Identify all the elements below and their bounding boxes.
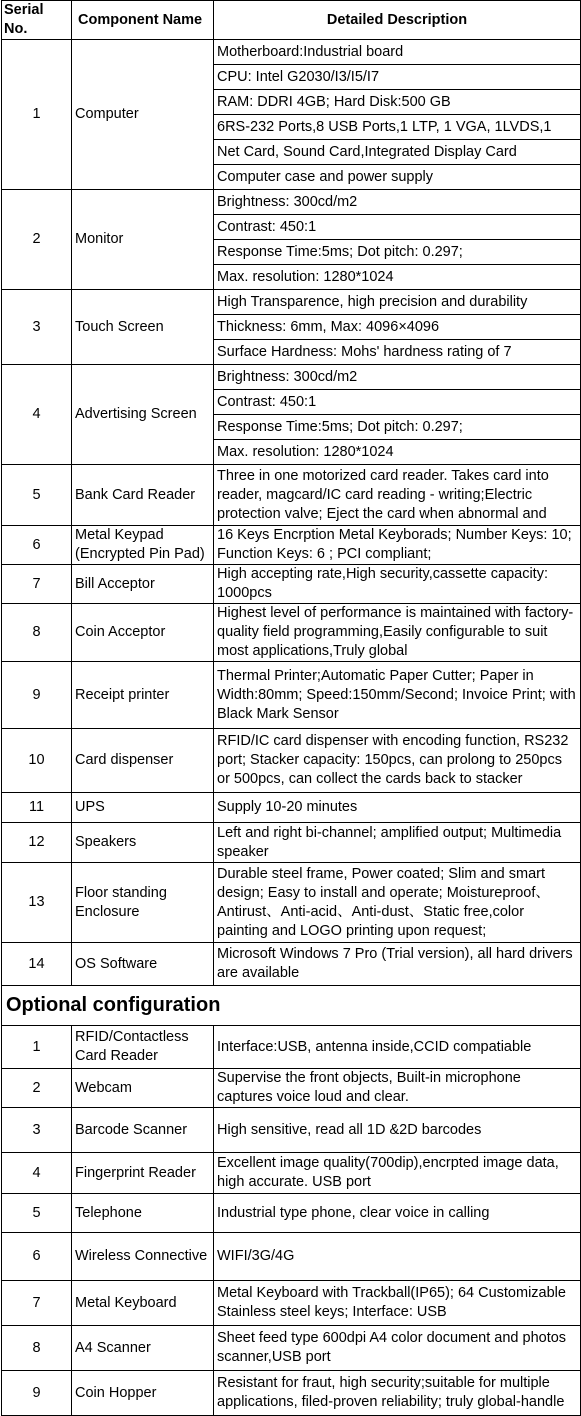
- detail-text: Net Card, Sound Card,Integrated Display Card: [214, 140, 581, 165]
- description-header: Detailed Description: [214, 1, 581, 40]
- serial-number: 11: [2, 793, 72, 823]
- component-row: [2, 604, 581, 662]
- component-name: Bill Acceptor: [72, 565, 214, 604]
- detail-text: Response Time:5ms; Dot pitch: 0.297;: [214, 240, 581, 265]
- detail-text: Left and right bi-channel; amplified output; Multimedia speaker: [214, 823, 581, 863]
- detail-text: Contrast: 450:1: [214, 390, 581, 415]
- detail-text: High Transparence, high precision and durability: [214, 290, 581, 315]
- component-name: Metal Keypad (Encrypted Pin Pad): [72, 526, 214, 565]
- serial-number: 2: [2, 190, 72, 290]
- optional-section-body: [2, 986, 581, 1026]
- serial-number: 4: [2, 1153, 72, 1194]
- component-name: Barcode Scanner: [72, 1108, 214, 1153]
- detail-text: Sheet feed type 600dpi A4 color document and photos scanner,USB port: [214, 1326, 581, 1371]
- standard-config-body: [2, 40, 581, 986]
- component-name: Touch Screen: [72, 290, 214, 365]
- component-row: [2, 823, 581, 863]
- detail-text: Industrial type phone, clear voice in calling: [214, 1194, 581, 1233]
- serial-number: 3: [2, 290, 72, 365]
- component-name: Speakers: [72, 823, 214, 863]
- detail-text: Thermal Printer;Automatic Paper Cutter; Paper in Width:80mm; Speed:150mm/Second; Invoice Print; with Black Mark Sensor: [214, 662, 581, 729]
- component-row: [2, 40, 581, 65]
- component-name: Fingerprint Reader: [72, 1153, 214, 1194]
- component-row: [2, 565, 581, 604]
- detail-text: Microsoft Windows 7 Pro (Trial version), all hard drivers are available: [214, 943, 581, 986]
- detail-text: High accepting rate,High security,cassette capacity: 1000pcs: [214, 565, 581, 604]
- component-name: Wireless Connective: [72, 1233, 214, 1281]
- detail-text: Durable steel frame, Power coated; Slim and smart design; Easy to install and operate; Moistureproof、Antirust、Anti-acid、Anti-dust、Static free,color painting and LOGO printing upon request;: [214, 863, 581, 943]
- serial-number: 4: [2, 365, 72, 465]
- serial-number: 1: [2, 1026, 72, 1069]
- component-row: [2, 465, 581, 526]
- detail-text: Excellent image quality(700dip),encrpted image data, high accurate. USB port: [214, 1153, 581, 1194]
- detail-text: Brightness: 300cd/m2: [214, 190, 581, 215]
- component-name: Telephone: [72, 1194, 214, 1233]
- component-row: [2, 365, 581, 390]
- detail-text: Contrast: 450:1: [214, 215, 581, 240]
- serial-number: 7: [2, 565, 72, 604]
- detail-text: CPU: Intel G2030/I3/I5/I7: [214, 65, 581, 90]
- detail-text: Computer case and power supply: [214, 165, 581, 190]
- component-name: Webcam: [72, 1069, 214, 1108]
- component-name: Advertising Screen: [72, 365, 214, 465]
- detail-text: Highest level of performance is maintained with factory-quality field programming,Easily configurable to suit most applications,Truly global: [214, 604, 581, 662]
- serial-number: 14: [2, 943, 72, 986]
- detail-text: Max. resolution: 1280*1024: [214, 440, 581, 465]
- component-name: Card dispenser: [72, 729, 214, 793]
- detail-text: 6RS-232 Ports,8 USB Ports,1 LTP, 1 VGA, 1LVDS,1: [214, 115, 581, 140]
- optional-config-body: [2, 1026, 581, 1416]
- detail-text: Surface Hardness: Mohs' hardness rating of 7: [214, 340, 581, 365]
- component-row: [2, 793, 581, 823]
- optional-component-row: [2, 1194, 581, 1233]
- detail-text: Thickness: 6mm, Max: 4096×4096: [214, 315, 581, 340]
- optional-component-row: [2, 1153, 581, 1194]
- detail-text: Response Time:5ms; Dot pitch: 0.297;: [214, 415, 581, 440]
- detail-text: High sensitive, read all 1D &2D barcodes: [214, 1108, 581, 1153]
- detail-text: Supervise the front objects, Built-in microphone captures voice loud and clear.: [214, 1069, 581, 1108]
- optional-component-row: [2, 1233, 581, 1281]
- component-name: OS Software: [72, 943, 214, 986]
- serial-number: 10: [2, 729, 72, 793]
- detail-text: Metal Keyboard with Trackball(IP65); 64 Customizable Stainless steel keys; Interface: USB: [214, 1281, 581, 1326]
- detail-text: Max. resolution: 1280*1024: [214, 265, 581, 290]
- component-row: [2, 190, 581, 215]
- component-name: Metal Keyboard: [72, 1281, 214, 1326]
- optional-component-row: [2, 1371, 581, 1416]
- component-name: Monitor: [72, 190, 214, 290]
- detail-text: 16 Keys Encrption Metal Keyborads; Number Keys: 10; Function Keys: 6 ; PCI compliant;: [214, 526, 581, 565]
- serial-number: 3: [2, 1108, 72, 1153]
- serial-number: 8: [2, 604, 72, 662]
- detail-text: Interface:USB, antenna inside,CCID compatiable: [214, 1026, 581, 1069]
- serial-number: 6: [2, 526, 72, 565]
- detail-text: Motherboard:Industrial board: [214, 40, 581, 65]
- optional-component-row: [2, 1326, 581, 1371]
- component-row: [2, 863, 581, 943]
- component-name: RFID/Contactless Card Reader: [72, 1026, 214, 1069]
- component-name-header: Component Name: [72, 1, 214, 40]
- serial-header: Serial No.: [2, 1, 72, 40]
- component-name: Computer: [72, 40, 214, 190]
- component-row: [2, 526, 581, 565]
- detail-text: RAM: DDRI 4GB; Hard Disk:500 GB: [214, 90, 581, 115]
- component-row: [2, 729, 581, 793]
- component-row: [2, 943, 581, 986]
- optional-component-row: [2, 1108, 581, 1153]
- component-name: Coin Hopper: [72, 1371, 214, 1416]
- header-row: [2, 1, 581, 40]
- serial-number: 8: [2, 1326, 72, 1371]
- optional-component-row: [2, 1026, 581, 1069]
- component-name: UPS: [72, 793, 214, 823]
- optional-component-row: [2, 1281, 581, 1326]
- detail-text: Resistant for fraut, high security;suitable for multiple applications, filed-proven reliability; truly global-handle: [214, 1371, 581, 1416]
- serial-number: 9: [2, 1371, 72, 1416]
- serial-number: 6: [2, 1233, 72, 1281]
- detail-text: Three in one motorized card reader. Takes card into reader, magcard/IC card reading - writing;Electric protection valve; Eject the card when abnormal and: [214, 465, 581, 526]
- component-row: [2, 662, 581, 729]
- component-row: [2, 290, 581, 315]
- serial-number: 7: [2, 1281, 72, 1326]
- detail-text: Brightness: 300cd/m2: [214, 365, 581, 390]
- serial-number: 2: [2, 1069, 72, 1108]
- serial-number: 1: [2, 40, 72, 190]
- optional-config-title: Optional configuration: [2, 986, 581, 1026]
- serial-number: 13: [2, 863, 72, 943]
- component-name: Receipt printer: [72, 662, 214, 729]
- detail-text: RFID/IC card dispenser with encoding function, RS232 port; Stacker capacity: 150pcs, can prolong to 250pcs or 500pcs, can collect the cards back to stacker: [214, 729, 581, 793]
- optional-component-row: [2, 1069, 581, 1108]
- component-name: Floor standing Enclosure: [72, 863, 214, 943]
- serial-number: 5: [2, 465, 72, 526]
- serial-number: 9: [2, 662, 72, 729]
- spec-table: [1, 0, 581, 1416]
- detail-text: WIFI/3G/4G: [214, 1233, 581, 1281]
- serial-number: 12: [2, 823, 72, 863]
- component-name: Coin Acceptor: [72, 604, 214, 662]
- serial-number: 5: [2, 1194, 72, 1233]
- component-name: Bank Card Reader: [72, 465, 214, 526]
- component-name: A4 Scanner: [72, 1326, 214, 1371]
- optional-title-row: [2, 986, 581, 1026]
- detail-text: Supply 10-20 minutes: [214, 793, 581, 823]
